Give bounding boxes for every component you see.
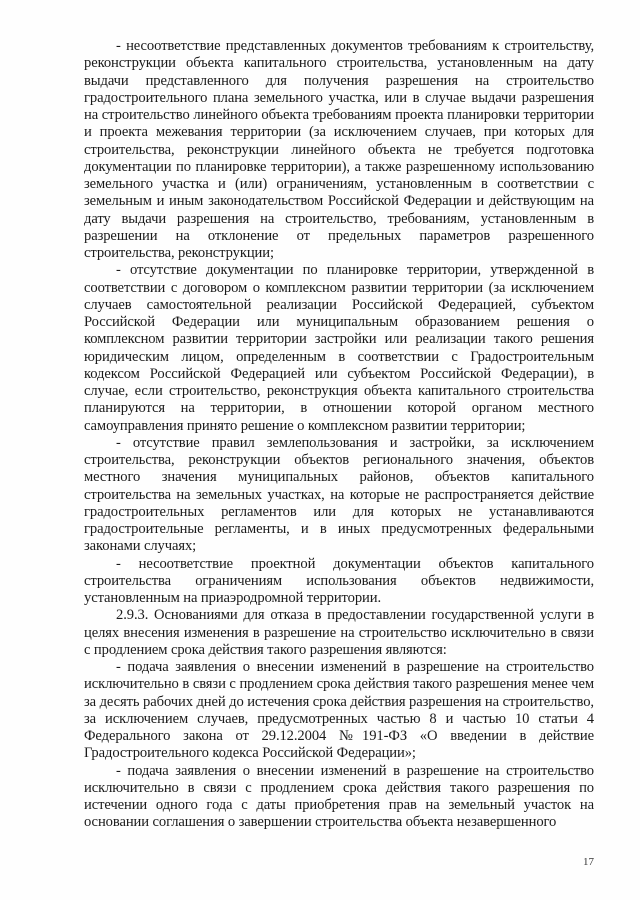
paragraph-6: - подача заявления о внесении изменений в разрешение на строительство исключительно в связи с продлением срока действия такого разрешения менее чем за десять рабочих дней до истечения срока действия разрешения на строительство, за исключением случаев, предусмотренных частью 8 и частью 10 статьи 4 Федерального закона от 29.12.2004 №191-ФЗ «О введении в действие Градостроительного кодекса Российской Федерации»;: [84, 659, 594, 762]
paragraph-2: - отсутствие документации по планировке территории, утвержденной в соответствии с договором о комплексном развитии территории (за исключением случаев самостоятельной реализации Российской Федерацией, субъектом Российской Федерации или муниципальным образованием решения о комплексном развитии территории застройки или реализации такого решения юридическим лицом, определенным в соответствии с Градостроительным кодексом Российской Федерацией или субъектом Российской Федерации), в случае, если строительство, реконструкция объекта капитального строительства планируются на территории, в отношении которой органом местного самоуправления принято решение о комплексном развитии территории;: [84, 262, 594, 434]
paragraph-4: - несоответствие проектной документации объектов капитального строительства ограничениям использования объектов недвижимости, установленным на приаэродромной территории.: [84, 555, 594, 606]
paragraph-3: - отсутствие правил землепользования и застройки, за исключением строительства, реконструкции объектов регионального значения, объектов местного значения муниципальных районов, объектов капитального строительства на земельных участках, на которые не распространяется действие градостроительных регламентов или для которых не устанавливаются градостроительные регламенты, и в иных предусмотренных федеральными законами случаях;: [84, 434, 594, 555]
document-body: [84, 38, 594, 832]
paragraph-5-section-2-9-3: 2.9.3. Основаниями для отказа в предоставлении государственной услуги в целях внесения изменения в разрешение на строительство исключительно в связи с продлением срока действия такого разрешения являются:: [84, 607, 594, 658]
page-number: 17: [583, 856, 594, 868]
paragraph-1: - несоответствие представленных документов требованиям к строительству, реконструкции объекта капитального строительства, установленным на дату выдачи представленного для получения разрешения на строительство градостроительного плана земельного участка, или в случае выдачи разрешения на строительство линейного объекта требованиям проекта планировки территории и проекта межевания территории (за исключением случаев, при которых для строительства, реконструкции линейного объекта не требуется подготовка документации по планировке территории), а также разрешенному использованию земельного участка и (или) ограничениям, установленным в соответствии с земельным и иным законодательством Российской Федерации и действующим на дату выдачи разрешения на строительство, требованиям, установленным в разрешении на отклонение от предельных параметров разрешенного строительства, реконструкции;: [84, 38, 594, 261]
paragraph-7: - подача заявления о внесении изменений в разрешение на строительство исключительно в связи с продлением срока действия такого разрешения по истечении одного года с даты приобретения прав на земельный участок на основании соглашения о завершении строительства объекта незавершенного: [84, 762, 594, 831]
